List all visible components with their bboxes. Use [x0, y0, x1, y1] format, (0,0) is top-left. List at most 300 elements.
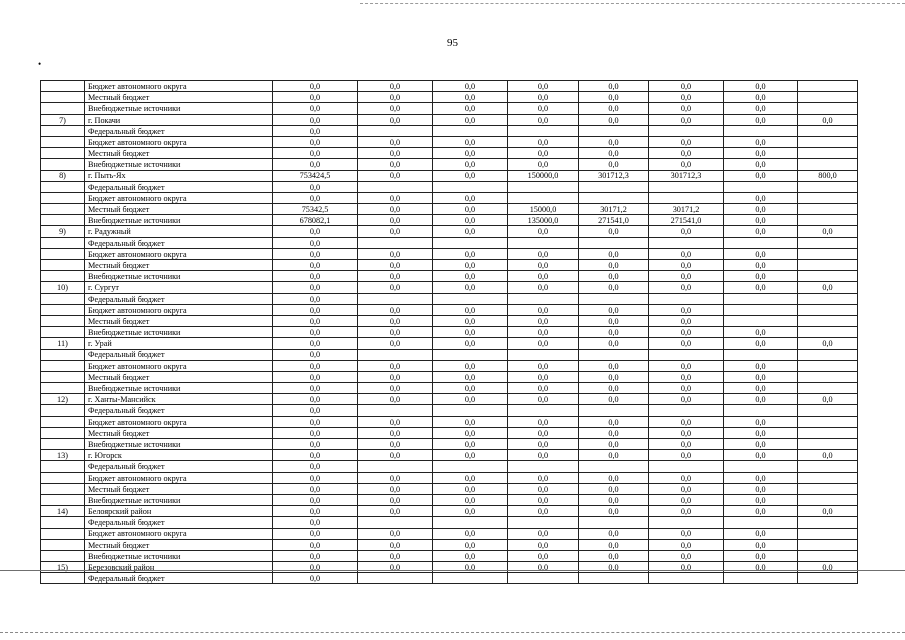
- row-name: Местный бюджет: [85, 371, 273, 382]
- value-cell: 0,0: [649, 360, 724, 371]
- value-cell: [798, 528, 858, 539]
- value-cell: 0,0: [508, 539, 579, 550]
- value-cell: 0,0: [724, 159, 798, 170]
- value-cell: 0,0: [273, 494, 358, 505]
- row-name: Федеральный бюджет: [85, 461, 273, 472]
- value-cell: [798, 550, 858, 561]
- value-cell: 0,0: [724, 282, 798, 293]
- value-cell: 0,0: [798, 562, 858, 573]
- value-cell: [579, 237, 649, 248]
- table-row: [41, 248, 858, 259]
- value-cell: 0,0: [724, 204, 798, 215]
- table-body: [41, 81, 858, 584]
- row-name: Бюджет автономного округа: [85, 360, 273, 371]
- row-name: Местный бюджет: [85, 315, 273, 326]
- value-cell: 0,0: [579, 427, 649, 438]
- row-name: Федеральный бюджет: [85, 573, 273, 584]
- row-name: Бюджет автономного округа: [85, 248, 273, 259]
- value-cell: [798, 192, 858, 203]
- value-cell: 0,0: [508, 506, 579, 517]
- value-cell: [433, 573, 508, 584]
- value-cell: 0,0: [273, 192, 358, 203]
- value-cell: 0,0: [358, 315, 433, 326]
- row-number: [41, 237, 85, 248]
- value-cell: 0,0: [433, 148, 508, 159]
- value-cell: 0,0: [358, 371, 433, 382]
- value-cell: 0,0: [649, 483, 724, 494]
- value-cell: 0,0: [649, 226, 724, 237]
- row-name: Внебюджетные источники: [85, 103, 273, 114]
- row-number: [41, 439, 85, 450]
- table-row: [41, 528, 858, 539]
- row-number: [41, 371, 85, 382]
- row-number: 13): [41, 450, 85, 461]
- value-cell: [508, 293, 579, 304]
- table-row: [41, 573, 858, 584]
- row-name: Федеральный бюджет: [85, 237, 273, 248]
- table-row: [41, 260, 858, 271]
- value-cell: [798, 148, 858, 159]
- value-cell: 0,0: [273, 125, 358, 136]
- value-cell: 30171,2: [649, 204, 724, 215]
- value-cell: 800,0: [798, 170, 858, 181]
- value-cell: 0,0: [724, 136, 798, 147]
- value-cell: 0,0: [798, 114, 858, 125]
- value-cell: 0,0: [273, 472, 358, 483]
- value-cell: 0,0: [579, 148, 649, 159]
- value-cell: 0,0: [508, 483, 579, 494]
- value-cell: [358, 181, 433, 192]
- value-cell: 0,0: [798, 450, 858, 461]
- value-cell: 0,0: [579, 539, 649, 550]
- value-cell: [798, 539, 858, 550]
- value-cell: 0,0: [649, 271, 724, 282]
- table-row: [41, 494, 858, 505]
- value-cell: 0,0: [649, 439, 724, 450]
- value-cell: 0,0: [724, 271, 798, 282]
- value-cell: 0,0: [433, 439, 508, 450]
- value-cell: [798, 360, 858, 371]
- value-cell: 0,0: [724, 260, 798, 271]
- row-number: 15): [41, 562, 85, 573]
- row-number: [41, 181, 85, 192]
- value-cell: 0,0: [273, 427, 358, 438]
- value-cell: 0,0: [508, 562, 579, 573]
- value-cell: 0,0: [724, 371, 798, 382]
- value-cell: 0,0: [433, 450, 508, 461]
- value-cell: [724, 349, 798, 360]
- value-cell: [724, 461, 798, 472]
- table-row: [41, 517, 858, 528]
- table-row: [41, 237, 858, 248]
- value-cell: 0,0: [433, 92, 508, 103]
- value-cell: [798, 517, 858, 528]
- value-cell: [798, 293, 858, 304]
- value-cell: [798, 472, 858, 483]
- value-cell: 0,0: [579, 260, 649, 271]
- value-cell: 0,0: [724, 439, 798, 450]
- value-cell: [798, 494, 858, 505]
- row-number: [41, 383, 85, 394]
- value-cell: 0,0: [724, 360, 798, 371]
- value-cell: 0,0: [273, 237, 358, 248]
- row-number: 9): [41, 226, 85, 237]
- value-cell: 0,0: [508, 226, 579, 237]
- row-name: Внебюджетные источники: [85, 439, 273, 450]
- value-cell: [798, 383, 858, 394]
- value-cell: [798, 349, 858, 360]
- value-cell: 0,0: [273, 450, 358, 461]
- value-cell: 0,0: [508, 394, 579, 405]
- value-cell: 0,0: [798, 506, 858, 517]
- value-cell: 0,0: [579, 304, 649, 315]
- row-name: Бюджет автономного округа: [85, 416, 273, 427]
- value-cell: [579, 573, 649, 584]
- row-name: Местный бюджет: [85, 204, 273, 215]
- value-cell: 0,0: [273, 371, 358, 382]
- value-cell: [649, 517, 724, 528]
- row-name: г. Сургут: [85, 282, 273, 293]
- value-cell: 135000,0: [508, 215, 579, 226]
- value-cell: 0,0: [724, 103, 798, 114]
- value-cell: 301712,3: [649, 170, 724, 181]
- value-cell: 0,0: [579, 103, 649, 114]
- row-number: [41, 103, 85, 114]
- row-number: [41, 136, 85, 147]
- value-cell: 0,0: [724, 416, 798, 427]
- row-number: [41, 315, 85, 326]
- value-cell: 0,0: [433, 360, 508, 371]
- table-row: [41, 315, 858, 326]
- scan-artifact-line: [0, 570, 905, 571]
- value-cell: 0,0: [358, 170, 433, 181]
- value-cell: 0,0: [273, 506, 358, 517]
- value-cell: 0,0: [798, 226, 858, 237]
- value-cell: 0,0: [579, 371, 649, 382]
- value-cell: 0,0: [579, 360, 649, 371]
- row-name: Местный бюджет: [85, 539, 273, 550]
- value-cell: [433, 237, 508, 248]
- value-cell: [579, 293, 649, 304]
- value-cell: 0,0: [433, 192, 508, 203]
- value-cell: 0,0: [273, 293, 358, 304]
- value-cell: 0,0: [358, 528, 433, 539]
- value-cell: 0,0: [273, 338, 358, 349]
- value-cell: 0,0: [358, 304, 433, 315]
- row-number: [41, 248, 85, 259]
- table-row-municipality: [41, 282, 858, 293]
- value-cell: 30171,2: [579, 204, 649, 215]
- value-cell: 0,0: [649, 136, 724, 147]
- value-cell: 0,0: [358, 439, 433, 450]
- value-cell: [508, 405, 579, 416]
- row-name: Внебюджетные источники: [85, 327, 273, 338]
- value-cell: [649, 125, 724, 136]
- value-cell: 0,0: [358, 282, 433, 293]
- value-cell: 0,0: [508, 550, 579, 561]
- value-cell: 0,0: [649, 338, 724, 349]
- value-cell: [579, 461, 649, 472]
- value-cell: 0,0: [358, 494, 433, 505]
- value-cell: 0,0: [358, 92, 433, 103]
- row-number: [41, 349, 85, 360]
- value-cell: 0,0: [433, 304, 508, 315]
- value-cell: 0,0: [273, 315, 358, 326]
- value-cell: [798, 427, 858, 438]
- value-cell: [724, 293, 798, 304]
- value-cell: 0,0: [273, 550, 358, 561]
- value-cell: 0,0: [724, 472, 798, 483]
- row-name: Внебюджетные источники: [85, 383, 273, 394]
- row-name: г. Покачи: [85, 114, 273, 125]
- value-cell: 0,0: [649, 394, 724, 405]
- value-cell: 0,0: [358, 383, 433, 394]
- row-number: [41, 360, 85, 371]
- value-cell: 0,0: [273, 148, 358, 159]
- value-cell: 0,0: [508, 92, 579, 103]
- row-name: Федеральный бюджет: [85, 349, 273, 360]
- value-cell: [508, 237, 579, 248]
- table-row: [41, 539, 858, 550]
- row-number: 7): [41, 114, 85, 125]
- value-cell: 0,0: [433, 539, 508, 550]
- value-cell: 0,0: [508, 371, 579, 382]
- value-cell: 0,0: [273, 114, 358, 125]
- value-cell: 0,0: [273, 483, 358, 494]
- value-cell: 271541,0: [579, 215, 649, 226]
- table-row: [41, 472, 858, 483]
- value-cell: [508, 517, 579, 528]
- value-cell: 0,0: [358, 192, 433, 203]
- row-name: Местный бюджет: [85, 92, 273, 103]
- row-name: Федеральный бюджет: [85, 293, 273, 304]
- row-number: 10): [41, 282, 85, 293]
- value-cell: 0,0: [358, 562, 433, 573]
- scan-edge-top: [360, 3, 905, 4]
- row-name: Местный бюджет: [85, 148, 273, 159]
- row-number: [41, 327, 85, 338]
- table-row: [41, 483, 858, 494]
- value-cell: 0,0: [579, 416, 649, 427]
- row-number: [41, 550, 85, 561]
- row-name: Белоярский район: [85, 506, 273, 517]
- value-cell: 0,0: [649, 383, 724, 394]
- value-cell: [724, 125, 798, 136]
- value-cell: [798, 204, 858, 215]
- value-cell: [649, 237, 724, 248]
- value-cell: 0,0: [273, 159, 358, 170]
- value-cell: [798, 92, 858, 103]
- value-cell: [433, 125, 508, 136]
- value-cell: [798, 248, 858, 259]
- value-cell: 15000,0: [508, 204, 579, 215]
- value-cell: [508, 573, 579, 584]
- value-cell: 0,0: [358, 136, 433, 147]
- value-cell: [724, 315, 798, 326]
- value-cell: 0,0: [358, 416, 433, 427]
- value-cell: 0,0: [273, 439, 358, 450]
- value-cell: 0,0: [724, 450, 798, 461]
- table-row: [41, 192, 858, 203]
- page-number: 95: [447, 37, 458, 49]
- row-name: Местный бюджет: [85, 483, 273, 494]
- table-row-municipality: [41, 226, 858, 237]
- value-cell: 0,0: [508, 114, 579, 125]
- value-cell: 0,0: [358, 204, 433, 215]
- value-cell: [433, 517, 508, 528]
- row-number: [41, 483, 85, 494]
- value-cell: 0,0: [798, 394, 858, 405]
- value-cell: 0,0: [649, 81, 724, 92]
- value-cell: 0,0: [273, 271, 358, 282]
- row-name: Внебюджетные источники: [85, 271, 273, 282]
- row-name: Бюджет автономного округа: [85, 528, 273, 539]
- table-row: [41, 383, 858, 394]
- value-cell: 0,0: [273, 81, 358, 92]
- table-row: [41, 349, 858, 360]
- row-name: Внебюджетные источники: [85, 215, 273, 226]
- value-cell: [798, 260, 858, 271]
- value-cell: [358, 125, 433, 136]
- value-cell: [358, 573, 433, 584]
- value-cell: 0,0: [433, 136, 508, 147]
- row-name: г. Урай: [85, 338, 273, 349]
- value-cell: 0,0: [358, 81, 433, 92]
- value-cell: 0,0: [724, 92, 798, 103]
- value-cell: [579, 517, 649, 528]
- row-name: Бюджет автономного округа: [85, 304, 273, 315]
- value-cell: [649, 192, 724, 203]
- value-cell: [798, 304, 858, 315]
- value-cell: 0,0: [433, 327, 508, 338]
- value-cell: 0,0: [273, 282, 358, 293]
- table-row-municipality: [41, 394, 858, 405]
- row-number: [41, 148, 85, 159]
- value-cell: 0,0: [273, 528, 358, 539]
- value-cell: [724, 573, 798, 584]
- row-name: Федеральный бюджет: [85, 181, 273, 192]
- row-number: [41, 461, 85, 472]
- value-cell: 0,0: [273, 260, 358, 271]
- value-cell: 0,0: [724, 394, 798, 405]
- value-cell: 0,0: [724, 562, 798, 573]
- value-cell: [433, 461, 508, 472]
- value-cell: 0,0: [358, 327, 433, 338]
- row-number: [41, 81, 85, 92]
- value-cell: 0,0: [579, 282, 649, 293]
- value-cell: 0,0: [358, 394, 433, 405]
- value-cell: 0,0: [724, 215, 798, 226]
- value-cell: 0,0: [433, 416, 508, 427]
- value-cell: 0,0: [649, 248, 724, 259]
- row-number: [41, 528, 85, 539]
- row-name: Федеральный бюджет: [85, 405, 273, 416]
- value-cell: 0,0: [724, 327, 798, 338]
- value-cell: 0,0: [273, 136, 358, 147]
- value-cell: 0,0: [273, 92, 358, 103]
- table-row: [41, 125, 858, 136]
- value-cell: 0,0: [508, 304, 579, 315]
- table-row: [41, 405, 858, 416]
- value-cell: 0,0: [433, 528, 508, 539]
- value-cell: 0,0: [273, 360, 358, 371]
- row-name: Бюджет автономного округа: [85, 192, 273, 203]
- value-cell: 0,0: [433, 550, 508, 561]
- value-cell: 0,0: [649, 416, 724, 427]
- row-number: 12): [41, 394, 85, 405]
- value-cell: 0,0: [649, 114, 724, 125]
- value-cell: 0,0: [649, 304, 724, 315]
- table-row: [41, 327, 858, 338]
- value-cell: [798, 416, 858, 427]
- row-number: [41, 125, 85, 136]
- row-number: [41, 304, 85, 315]
- value-cell: 0,0: [508, 103, 579, 114]
- row-number: [41, 416, 85, 427]
- value-cell: 0,0: [358, 103, 433, 114]
- value-cell: 0,0: [273, 461, 358, 472]
- table-row: [41, 215, 858, 226]
- value-cell: 0,0: [358, 260, 433, 271]
- value-cell: [798, 439, 858, 450]
- value-cell: 0,0: [433, 260, 508, 271]
- value-cell: [724, 405, 798, 416]
- value-cell: 0,0: [649, 550, 724, 561]
- value-cell: [579, 181, 649, 192]
- value-cell: 0,0: [273, 327, 358, 338]
- value-cell: 0,0: [508, 494, 579, 505]
- value-cell: [508, 125, 579, 136]
- value-cell: 0,0: [433, 394, 508, 405]
- value-cell: 0,0: [508, 327, 579, 338]
- value-cell: [798, 483, 858, 494]
- value-cell: 0,0: [433, 472, 508, 483]
- table-row: [41, 181, 858, 192]
- value-cell: 0,0: [358, 483, 433, 494]
- value-cell: [798, 81, 858, 92]
- value-cell: 0,0: [649, 506, 724, 517]
- value-cell: 0,0: [649, 315, 724, 326]
- value-cell: 0,0: [724, 192, 798, 203]
- bullet-mark: •: [38, 59, 42, 69]
- value-cell: [579, 405, 649, 416]
- value-cell: 0,0: [579, 327, 649, 338]
- value-cell: 0,0: [433, 506, 508, 517]
- value-cell: [433, 181, 508, 192]
- value-cell: 0,0: [724, 114, 798, 125]
- value-cell: [579, 125, 649, 136]
- value-cell: 0,0: [724, 550, 798, 561]
- value-cell: 0,0: [508, 315, 579, 326]
- value-cell: 0,0: [433, 226, 508, 237]
- row-name: Федеральный бюджет: [85, 125, 273, 136]
- value-cell: 0,0: [508, 383, 579, 394]
- row-number: [41, 271, 85, 282]
- table-row: [41, 103, 858, 114]
- value-cell: [724, 304, 798, 315]
- row-name: Федеральный бюджет: [85, 517, 273, 528]
- value-cell: 0,0: [649, 260, 724, 271]
- value-cell: 150000,0: [508, 170, 579, 181]
- value-cell: 0,0: [273, 416, 358, 427]
- value-cell: [798, 315, 858, 326]
- value-cell: [649, 293, 724, 304]
- value-cell: [358, 405, 433, 416]
- value-cell: 0,0: [579, 81, 649, 92]
- value-cell: 0,0: [273, 573, 358, 584]
- table-row: [41, 427, 858, 438]
- row-name: г. Пыть-Ях: [85, 170, 273, 181]
